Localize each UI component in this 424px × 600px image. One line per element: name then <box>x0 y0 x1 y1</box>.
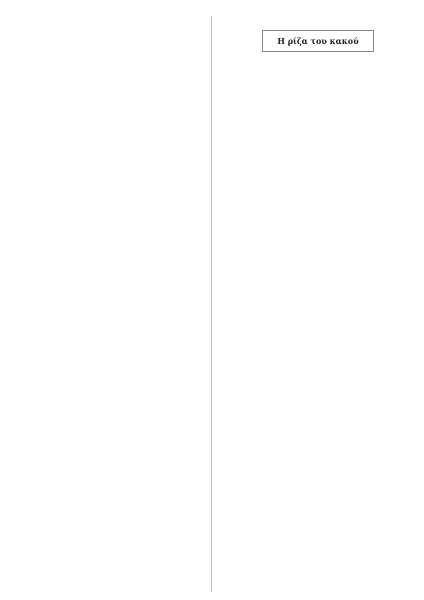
right-column <box>220 16 416 592</box>
article-title: Η ρίζα του κακού <box>277 36 359 46</box>
article-title-box <box>262 30 374 52</box>
column-divider <box>211 16 212 592</box>
left-column <box>12 16 202 592</box>
columns <box>12 16 412 592</box>
